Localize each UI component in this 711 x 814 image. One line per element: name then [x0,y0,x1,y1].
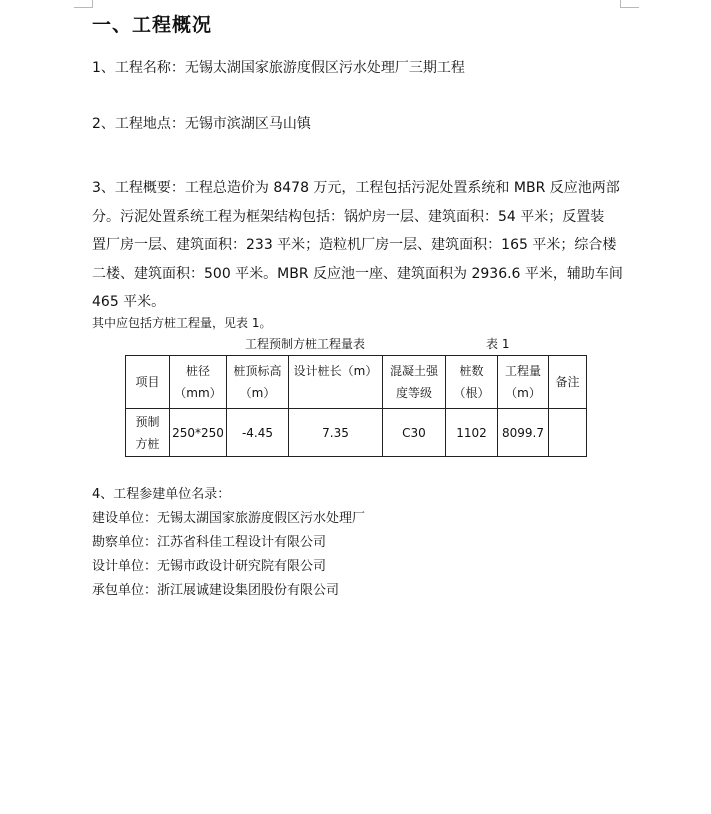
cell-top-elevation: -4.45 [227,409,289,457]
cell-remark [549,409,587,457]
table-row [126,409,587,457]
section-heading: 一、工程概况 [92,14,213,36]
pile-quantity-table [125,355,587,457]
header-design-length: 设计桩长（m） [289,356,383,409]
table-number: 表 1 [486,337,510,351]
header-item: 项目 [126,356,170,409]
survey-unit: 勘察单位：江苏省科佳工程设计有限公司 [92,535,327,550]
table-title: 工程预制方桩工程量表 [245,337,366,351]
project-name-line: 1、工程名称：无锡太湖国家旅游度假区污水处理厂三期工程 [92,60,465,76]
overview-line: 3、工程概要：工程总造价为 8478 万元，工程包括污泥处置系统和 MBR 反应池两部 [92,180,620,196]
builder-unit: 建设单位：无锡太湖国家旅游度假区污水处理厂 [92,511,366,526]
cell-diameter: 250*250 [170,409,227,457]
overview-line: 二楼、建筑面积：500 平米。MBR 反应池一座、建筑面积为 2936.6 平米，辅助车间 [92,265,623,282]
cell-pile-count: 1102 [446,409,498,457]
contractor-unit: 承包单位：浙江展诚建设集团股份有限公司 [92,583,340,598]
participants-title: 4、工程参建单位名录： [92,487,231,502]
header-top-elevation: 桩顶标高 （m） [227,356,289,409]
header-remark: 备注 [549,356,587,409]
header-concrete-grade: 混凝土强 度等级 [383,356,446,409]
table-header-row [126,356,587,409]
page-corner-mark-right [620,0,639,8]
cell-design-length: 7.35 [289,409,383,457]
design-unit: 设计单位：无锡市政设计研究院有限公司 [92,559,327,574]
overview-line: 465 平米。 [92,294,166,310]
cell-quantity: 8099.7 [498,409,549,457]
page-corner-mark-left [74,0,93,8]
participants-section [92,483,365,603]
overview-line: 分。污泥处置系统工程为框架结构包括：锅炉房一层、建筑面积：54 平米；反置装 [92,208,605,225]
header-quantity: 工程量 （m） [498,356,549,409]
pile-note: 其中应包括方桩工程量，见表 1。 [92,316,272,330]
cell-concrete-grade: C30 [383,409,446,457]
project-location-line: 2、工程地点：无锡市滨湖区马山镇 [92,116,311,132]
header-pile-count: 桩数 （根） [446,356,498,409]
project-overview-paragraph [92,174,628,317]
header-diameter: 桩径 （mm） [170,356,227,409]
overview-line: 置厂房一层、建筑面积：233 平米；造粒机厂房一层、建筑面积：165 平米；综合楼 [92,237,617,253]
cell-item: 预制 方桩 [126,409,170,457]
